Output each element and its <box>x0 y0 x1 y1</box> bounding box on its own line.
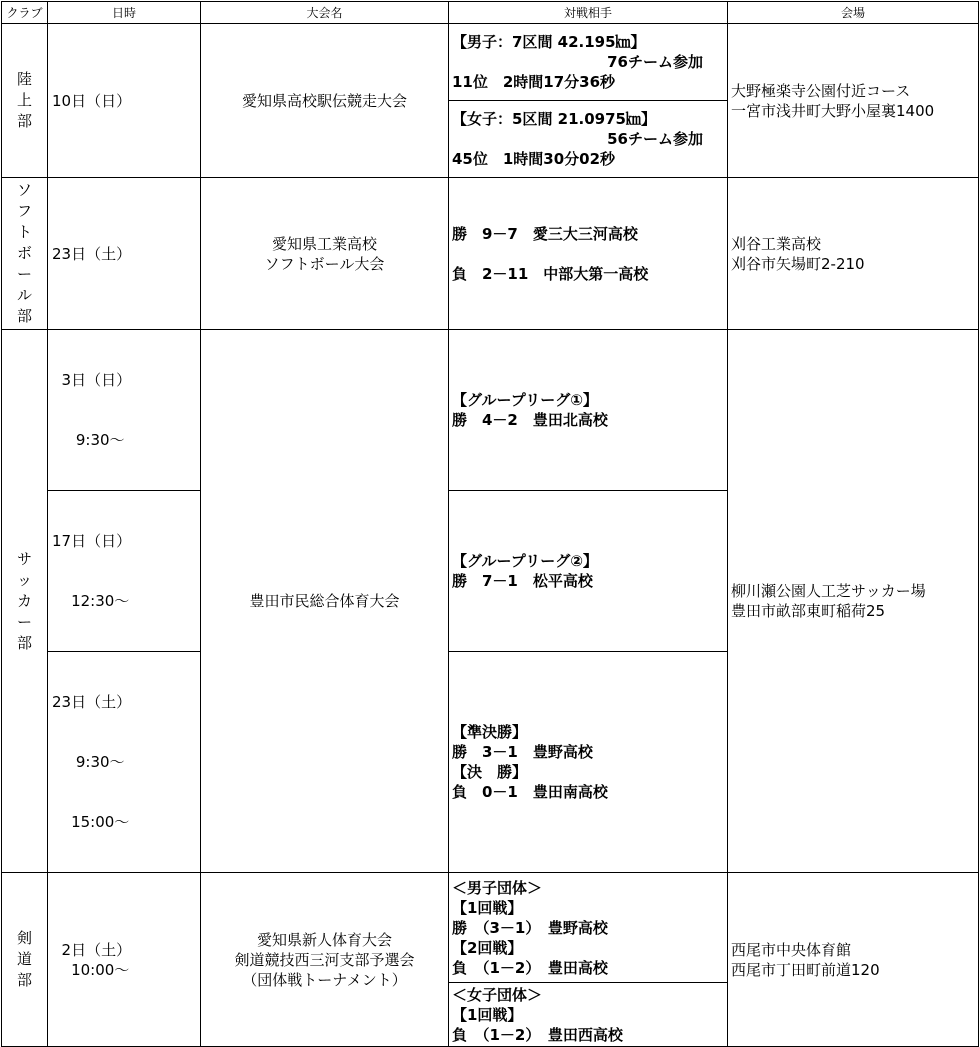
opponent-soccer-3: 【準決勝】 勝 3－1 豊野高校 【決 勝】 負 0－1 豊田南高校 <box>449 652 728 873</box>
venue-soccer: 柳川瀬公園人工芝サッカー場 豊田市畝部東町稲荷25 <box>728 330 979 873</box>
opponent-soccer-2: 【グループリーグ②】 勝 7－1 松平高校 <box>449 491 728 652</box>
club-softball: ソ フ ト ボ ー ル 部 <box>2 178 48 330</box>
table-row-soccer-1 <box>2 330 979 491</box>
header-datetime: 日時 <box>48 2 201 24</box>
table-row-softball <box>2 178 979 330</box>
opponent-track-women: 【女子：5区間 21.0975㎞】 56チーム参加 45位 1時間30分02秒 <box>449 101 728 178</box>
date-soccer-1: 3日（日） 9:30～ <box>48 330 201 491</box>
header-club: クラブ <box>2 2 48 24</box>
club-soccer: サ ッ カ ー 部 <box>2 330 48 873</box>
opponent-track-men: 【男子：7区間 42.195㎞】 76チーム参加 11位 2時間17分36秒 <box>449 24 728 101</box>
header-venue: 会場 <box>728 2 979 24</box>
opponent-softball: 勝 9－7 愛三大三河高校 負 2－11 中部大第一高校 <box>449 178 728 330</box>
header-opponent: 対戦相手 <box>449 2 728 24</box>
header-event: 大会名 <box>201 2 449 24</box>
opponent-kendo-women: ＜女子団体＞ 【1回戦】 負 （1－2） 豊田西高校 <box>449 983 728 1047</box>
opponent-soccer-1: 【グループリーグ①】 勝 4－2 豊田北高校 <box>449 330 728 491</box>
table-row-track-1 <box>2 24 979 101</box>
date-soccer-3: 23日（土） 9:30～ 15:00～ <box>48 652 201 873</box>
date-soccer-2: 17日（日） 12:30～ <box>48 491 201 652</box>
date-softball: 23日（土） <box>48 178 201 330</box>
club-track: 陸 上 部 <box>2 24 48 178</box>
date-kendo: 2日（土） 10:00～ <box>48 873 201 1047</box>
header-row <box>2 2 979 24</box>
event-track: 愛知県高校駅伝競走大会 <box>201 24 449 178</box>
venue-track: 大野極楽寺公園付近コース 一宮市浅井町大野小屋裏1400 <box>728 24 979 178</box>
event-softball: 愛知県工業高校 ソフトボール大会 <box>201 178 449 330</box>
club-kendo: 剣 道 部 <box>2 873 48 1047</box>
opponent-kendo-men: ＜男子団体＞ 【1回戦】 勝 （3－1） 豊野高校 【2回戦】 負 （1－2） 豊田高校 <box>449 873 728 983</box>
results-table <box>1 1 979 1047</box>
event-soccer: 豊田市民総合体育大会 <box>201 330 449 873</box>
table-row-kendo-1 <box>2 873 979 983</box>
date-track: 10日（日） <box>48 24 201 178</box>
venue-kendo: 西尾市中央体育館 西尾市丁田町前道120 <box>728 873 979 1047</box>
venue-softball: 刈谷工業高校 刈谷市矢場町2-210 <box>728 178 979 330</box>
event-kendo: 愛知県新人体育大会 剣道競技西三河支部予選会 （団体戦トーナメント） <box>201 873 449 1047</box>
